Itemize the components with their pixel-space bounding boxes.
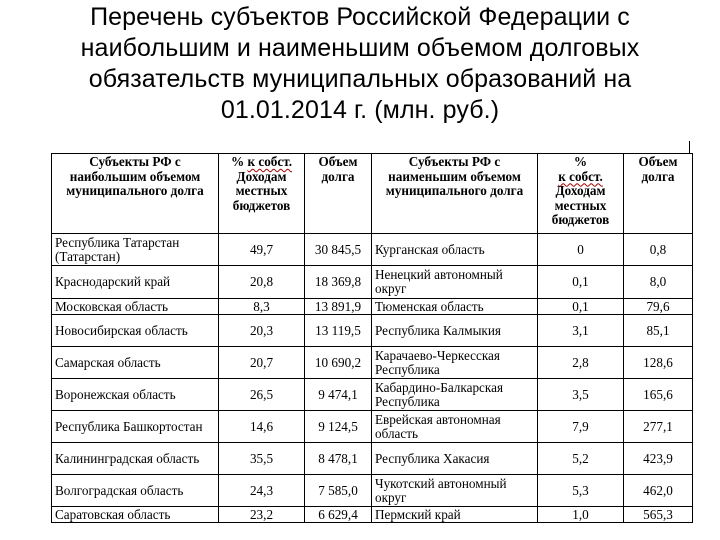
cell-pct-max: 49,7 (219, 234, 305, 266)
cell-debt-min: 165,6 (624, 379, 693, 411)
header-pct-max (219, 154, 305, 234)
cell-region-max: Краснодарский край (52, 266, 219, 299)
header-debt-min: Объем долга (624, 154, 693, 234)
cell-pct-max: 26,5 (219, 379, 305, 411)
cell-region-max: Самарская область (52, 347, 219, 379)
cell-pct-min: 1,0 (538, 507, 624, 523)
cell-region-min: Пермский край (372, 507, 538, 523)
cell-debt-min: 85,1 (624, 315, 693, 347)
header-pct-max-c: Доходам местных бюджетов (232, 168, 291, 213)
table-row (52, 379, 693, 411)
cell-debt-max: 8 478,1 (305, 443, 372, 475)
cell-region-max: Новосибирская область (52, 315, 219, 347)
cell-debt-min: 8,0 (624, 266, 693, 299)
page-title (0, 2, 720, 126)
cell-debt-max: 18 369,8 (305, 266, 372, 299)
cell-region-max: Калининградская область (52, 443, 219, 475)
cell-region-min: Чукотский автономный округ (372, 475, 538, 507)
cell-region-min: Республика Калмыкия (372, 315, 538, 347)
cell-debt-min: 423,9 (624, 443, 693, 475)
cell-region-max: Саратовская область (52, 507, 219, 523)
header-region-max: Субъекты РФ с наибольшим объемом муниципального долга (52, 154, 219, 234)
cell-debt-min: 128,6 (624, 347, 693, 379)
cell-pct-max: 35,5 (219, 443, 305, 475)
cell-region-min: Ненецкий автономный округ (372, 266, 538, 299)
header-pct-min-a: % (573, 154, 588, 169)
cell-region-min: Республика Хакасия (372, 443, 538, 475)
cell-pct-max: 20,7 (219, 347, 305, 379)
cell-debt-min: 79,6 (624, 299, 693, 315)
table-row (52, 475, 693, 507)
cell-debt-max: 7 585,0 (305, 475, 372, 507)
cell-debt-max: 6 629,4 (305, 507, 372, 523)
table-row (52, 234, 693, 266)
cell-debt-max: 9 124,5 (305, 411, 372, 443)
cell-region-max: Волгоградская область (52, 475, 219, 507)
cell-pct-min: 0,1 (538, 299, 624, 315)
table-row (52, 266, 693, 299)
header-pct-max-b: к собст. (247, 154, 293, 169)
cell-pct-max: 24,3 (219, 475, 305, 507)
table-row (52, 507, 693, 523)
cell-pct-max: 8,3 (219, 299, 305, 315)
cell-pct-min: 0 (538, 234, 624, 266)
header-pct-min (538, 154, 624, 234)
cell-pct-max: 20,3 (219, 315, 305, 347)
cell-pct-max: 20,8 (219, 266, 305, 299)
cell-region-max: Республика Татарстан (Татарстан) (52, 234, 219, 266)
cell-debt-max: 13 119,5 (305, 315, 372, 347)
table-row (52, 315, 693, 347)
cell-region-max: Воронежская область (52, 379, 219, 411)
cell-region-min: Тюменская область (372, 299, 538, 315)
cell-debt-max: 10 690,2 (305, 347, 372, 379)
cell-debt-min: 0,8 (624, 234, 693, 266)
table-row (52, 299, 693, 315)
cell-pct-min: 5,3 (538, 475, 624, 507)
title-line-4: 01.01.2014 г. (млн. руб.) (220, 96, 500, 124)
cell-debt-min: 277,1 (624, 411, 693, 443)
cell-debt-max: 9 474,1 (305, 379, 372, 411)
header-region-min: Субъекты РФ с наименьшим объемом муниципального долга (372, 154, 538, 234)
cell-pct-min: 2,8 (538, 347, 624, 379)
cell-region-min: Курганская область (372, 234, 538, 266)
cell-debt-min: 462,0 (624, 475, 693, 507)
table-row (52, 443, 693, 475)
cell-region-min: Кабардино-Балкарская Республика (372, 379, 538, 411)
cell-pct-min: 3,5 (538, 379, 624, 411)
cell-pct-min: 5,2 (538, 443, 624, 475)
cell-pct-min: 7,9 (538, 411, 624, 443)
debt-table (51, 153, 693, 523)
cell-pct-max: 14,6 (219, 411, 305, 443)
cell-debt-min: 565,3 (624, 507, 693, 523)
cell-region-max: Московская область (52, 299, 219, 315)
title-line-3: обязательств муниципальных образований на (88, 65, 632, 93)
header-pct-min-b: к собст. (558, 168, 603, 184)
header-debt-max: Объем долга (305, 154, 372, 234)
header-pct-max-a: % (230, 154, 245, 169)
title-line-2: наибольшим и наименьшим объемом долговых (80, 34, 640, 62)
cell-pct-min: 3,1 (538, 315, 624, 347)
header-pct-min-c: Доходам местных бюджетов (551, 183, 610, 227)
cell-debt-max: 30 845,5 (305, 234, 372, 266)
cell-pct-min: 0,1 (538, 266, 624, 299)
cell-debt-max: 13 891,9 (305, 299, 372, 315)
title-line-1: Перечень субъектов Российской Федерации с (90, 3, 630, 31)
cell-pct-max: 23,2 (219, 507, 305, 523)
table-header-row (52, 154, 693, 234)
cell-region-min: Еврейская автономная область (372, 411, 538, 443)
table-row (52, 411, 693, 443)
cell-region-max: Республика Башкортостан (52, 411, 219, 443)
table-row (52, 347, 693, 379)
cell-region-min: Карачаево-Черкесская Республика (372, 347, 538, 379)
